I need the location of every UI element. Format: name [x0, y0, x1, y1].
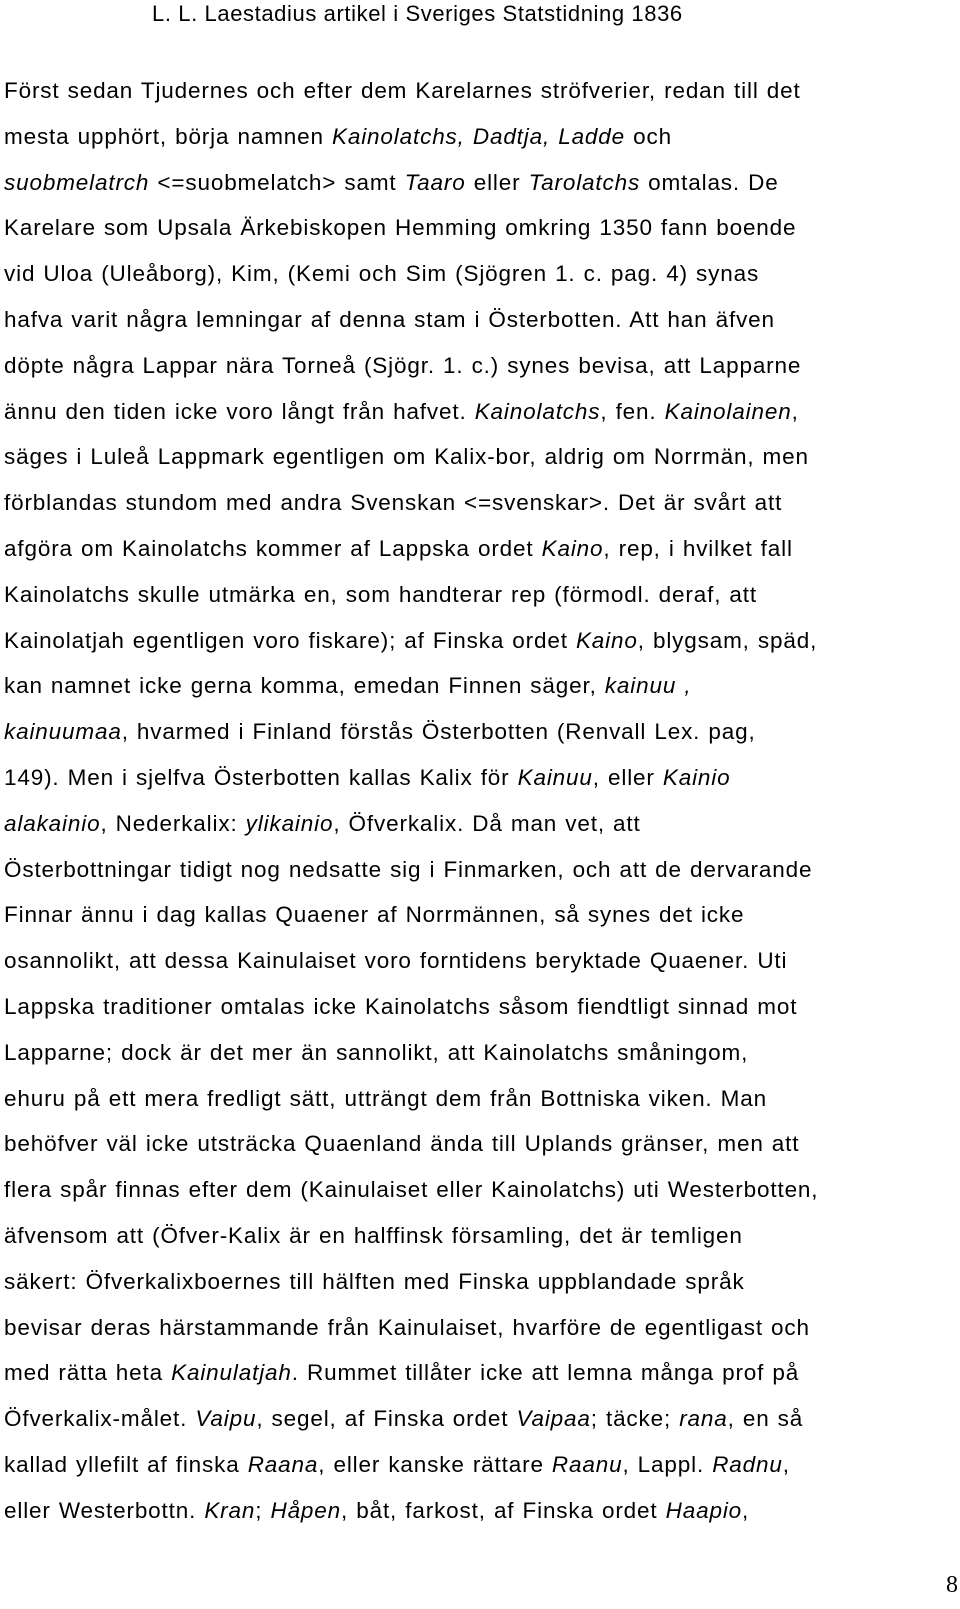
text-segment: 149). Men i sjelfva Österbotten kallas Kalix för — [4, 764, 518, 790]
text-segment: , fen. — [600, 398, 665, 424]
text-line — [4, 160, 956, 206]
text-segment: , Nederkalix: — [100, 810, 246, 836]
italic-term: ylikainio — [245, 810, 334, 836]
text-line — [4, 1305, 956, 1351]
italic-term: rana — [679, 1406, 728, 1432]
text-line — [4, 1442, 956, 1488]
text-line — [4, 68, 956, 114]
text-segment: hafva varit några lemningar af denna stam i Österbotten. Att han äfven — [4, 306, 775, 332]
text-segment: flera spår finnas efter dem (Kainulaiset eller Kainolatchs) uti Westerbotten, — [4, 1177, 819, 1203]
text-segment: , båt, farkost, af Finska ordet — [341, 1497, 666, 1523]
text-segment: bevisar deras härstammande från Kainulaiset, hvarföre de egentligast och — [4, 1314, 810, 1340]
italic-term: Haapio — [665, 1497, 743, 1523]
text-line — [4, 480, 956, 526]
italic-term: Raana — [247, 1451, 319, 1477]
italic-term: Radnu — [712, 1451, 783, 1477]
text-segment: , — [791, 398, 799, 424]
text-segment: Karelare som Upsala Ärkebiskopen Hemming omkring 1350 fann boende — [4, 215, 797, 241]
text-segment: . Rummet tillåter icke att lemna många prof på — [291, 1360, 800, 1386]
italic-term: Kainuu — [517, 764, 593, 790]
text-segment: , rep, i hvilket fall — [603, 535, 793, 561]
text-line — [4, 663, 956, 709]
text-line — [4, 755, 956, 801]
text-line — [4, 251, 956, 297]
page-header: L. L. Laestadius artikel i Sveriges Statstidning 1836 — [152, 1, 683, 26]
text-segment: ; — [255, 1497, 271, 1523]
text-line — [4, 618, 956, 664]
text-line — [4, 709, 956, 755]
text-segment: ; täcke; — [590, 1406, 680, 1432]
text-segment: Kainolatjah egentligen voro fiskare); af Finska ordet — [4, 627, 576, 653]
italic-term: Kainolatchs — [474, 398, 601, 424]
text-segment: , Lappl. — [622, 1451, 713, 1477]
text-line — [4, 1121, 956, 1167]
text-segment: säkert: Öfverkalixboernes till hälften med Finska uppblandade språk — [4, 1268, 745, 1294]
text-line — [4, 1076, 956, 1122]
italic-term: Kainio — [662, 764, 731, 790]
text-segment: , segel, af Finska ordet — [256, 1406, 517, 1432]
text-line — [4, 1350, 956, 1396]
text-segment: döpte några Lappar nära Torneå (Sjögr. 1. c.) synes bevisa, att Lapparne — [4, 352, 802, 378]
text-segment: ännu den tiden icke voro långt från hafvet. — [4, 398, 475, 424]
text-segment: , blygsam, späd, — [637, 627, 818, 653]
page-number: 8 — [946, 1572, 958, 1598]
text-segment: förblandas stundom med andra Svenskan <=svenskar>. Det är svårt att — [4, 490, 783, 516]
italic-term: suobmelatrch — [4, 169, 150, 195]
text-segment: vid Uloa (Uleåborg), Kim, (Kemi och Sim (Sjögren 1. c. pag. 4) synas — [4, 261, 760, 287]
text-segment: eller — [465, 169, 529, 195]
italic-term: Vaipu — [195, 1406, 257, 1432]
text-line — [4, 938, 956, 984]
italic-term: alakainio — [4, 810, 101, 836]
text-segment: , eller kanske rättare — [318, 1451, 552, 1477]
text-line — [4, 205, 956, 251]
text-line — [4, 526, 956, 572]
italic-term: Kainolainen — [664, 398, 792, 424]
text-line — [4, 572, 956, 618]
text-segment: osannolikt, att dessa Kainulaiset voro forntidens beryktade Quaener. Uti — [4, 948, 788, 974]
text-segment: Kainolatchs skulle utmärka en, som handterar rep (förmodl. deraf, att — [4, 581, 757, 607]
body-text — [4, 68, 956, 1534]
text-segment: ehuru på ett mera fredligt sätt, utträngt dem från Bottniska viken. Man — [4, 1085, 767, 1111]
text-segment: , eller — [592, 764, 663, 790]
text-segment: , — [742, 1497, 750, 1523]
text-line — [4, 1488, 956, 1534]
text-line — [4, 1167, 956, 1213]
text-segment: Öfverkalix-målet. — [4, 1406, 196, 1432]
italic-term: Kainolatchs, Dadtja, Ladde — [331, 123, 626, 149]
text-segment: , hvarmed i Finland förstås Österbotten (Renvall Lex. pag, — [121, 719, 756, 745]
text-line — [4, 892, 956, 938]
text-segment: Österbottningar tidigt nog nedsatte sig i Finmarken, och att de dervarande — [4, 856, 813, 882]
text-segment: , — [782, 1451, 790, 1477]
italic-term: Taaro — [404, 169, 466, 195]
text-segment: Lappska traditioner omtalas icke Kainolatchs såsom fiendtligt sinnad mot — [4, 993, 798, 1019]
text-segment: säges i Luleå Lappmark egentligen om Kalix-bor, aldrig om Norrmän, men — [4, 444, 809, 470]
italic-term: Kaino — [575, 627, 638, 653]
italic-term: Kran — [204, 1497, 256, 1523]
text-segment: afgöra om Kainolatchs kommer af Lappska ordet — [4, 535, 542, 561]
text-line — [4, 297, 956, 343]
text-segment: , Öfverkalix. Då man vet, att — [333, 810, 641, 836]
text-segment: mesta upphört, börja namnen — [4, 123, 332, 149]
text-line — [4, 1259, 956, 1305]
italic-term: kainuumaa — [4, 719, 122, 745]
text-line — [4, 389, 956, 435]
italic-term: Vaipaa — [516, 1406, 591, 1432]
text-segment: Först sedan Tjudernes och efter dem Karelarnes ströfverier, redan till det — [4, 78, 801, 103]
text-line — [4, 1396, 956, 1442]
text-segment: Lapparne; dock är det mer än sannolikt, att Kainolatchs småningom, — [4, 1039, 749, 1065]
text-segment: med rätta heta — [4, 1360, 172, 1386]
italic-term: Håpen — [270, 1497, 342, 1523]
text-segment: <=suobmelatch> samt — [149, 169, 405, 195]
italic-term: Raanu — [551, 1451, 623, 1477]
text-segment: omtalas. De — [640, 169, 779, 195]
text-line — [4, 984, 956, 1030]
text-line — [4, 1030, 956, 1076]
text-segment: Finnar ännu i dag kallas Quaener af Norrmännen, så synes det icke — [4, 902, 745, 928]
italic-term: kainuu , — [604, 673, 692, 699]
italic-term: Tarolatchs — [528, 169, 641, 195]
text-segment: eller Westerbottn. — [4, 1497, 205, 1523]
text-segment: kan namnet icke gerna komma, emedan Finnen säger, — [4, 673, 605, 699]
text-segment: kallad yllefilt af finska — [4, 1451, 248, 1477]
italic-term: Kaino — [541, 535, 604, 561]
italic-term: Kainulatjah — [171, 1360, 292, 1386]
text-line — [4, 1213, 956, 1259]
text-segment: behöfver väl icke utsträcka Quaenland ända till Uplands gränser, men att — [4, 1131, 800, 1157]
text-line — [4, 343, 956, 389]
text-segment: äfvensom att (Öfver-Kalix är en halffinsk församling, det är temligen — [4, 1222, 743, 1248]
text-line — [4, 801, 956, 847]
text-line — [4, 114, 956, 160]
text-segment: och — [625, 123, 672, 149]
text-segment: , en så — [727, 1406, 804, 1432]
text-line — [4, 847, 956, 893]
text-line — [4, 434, 956, 480]
